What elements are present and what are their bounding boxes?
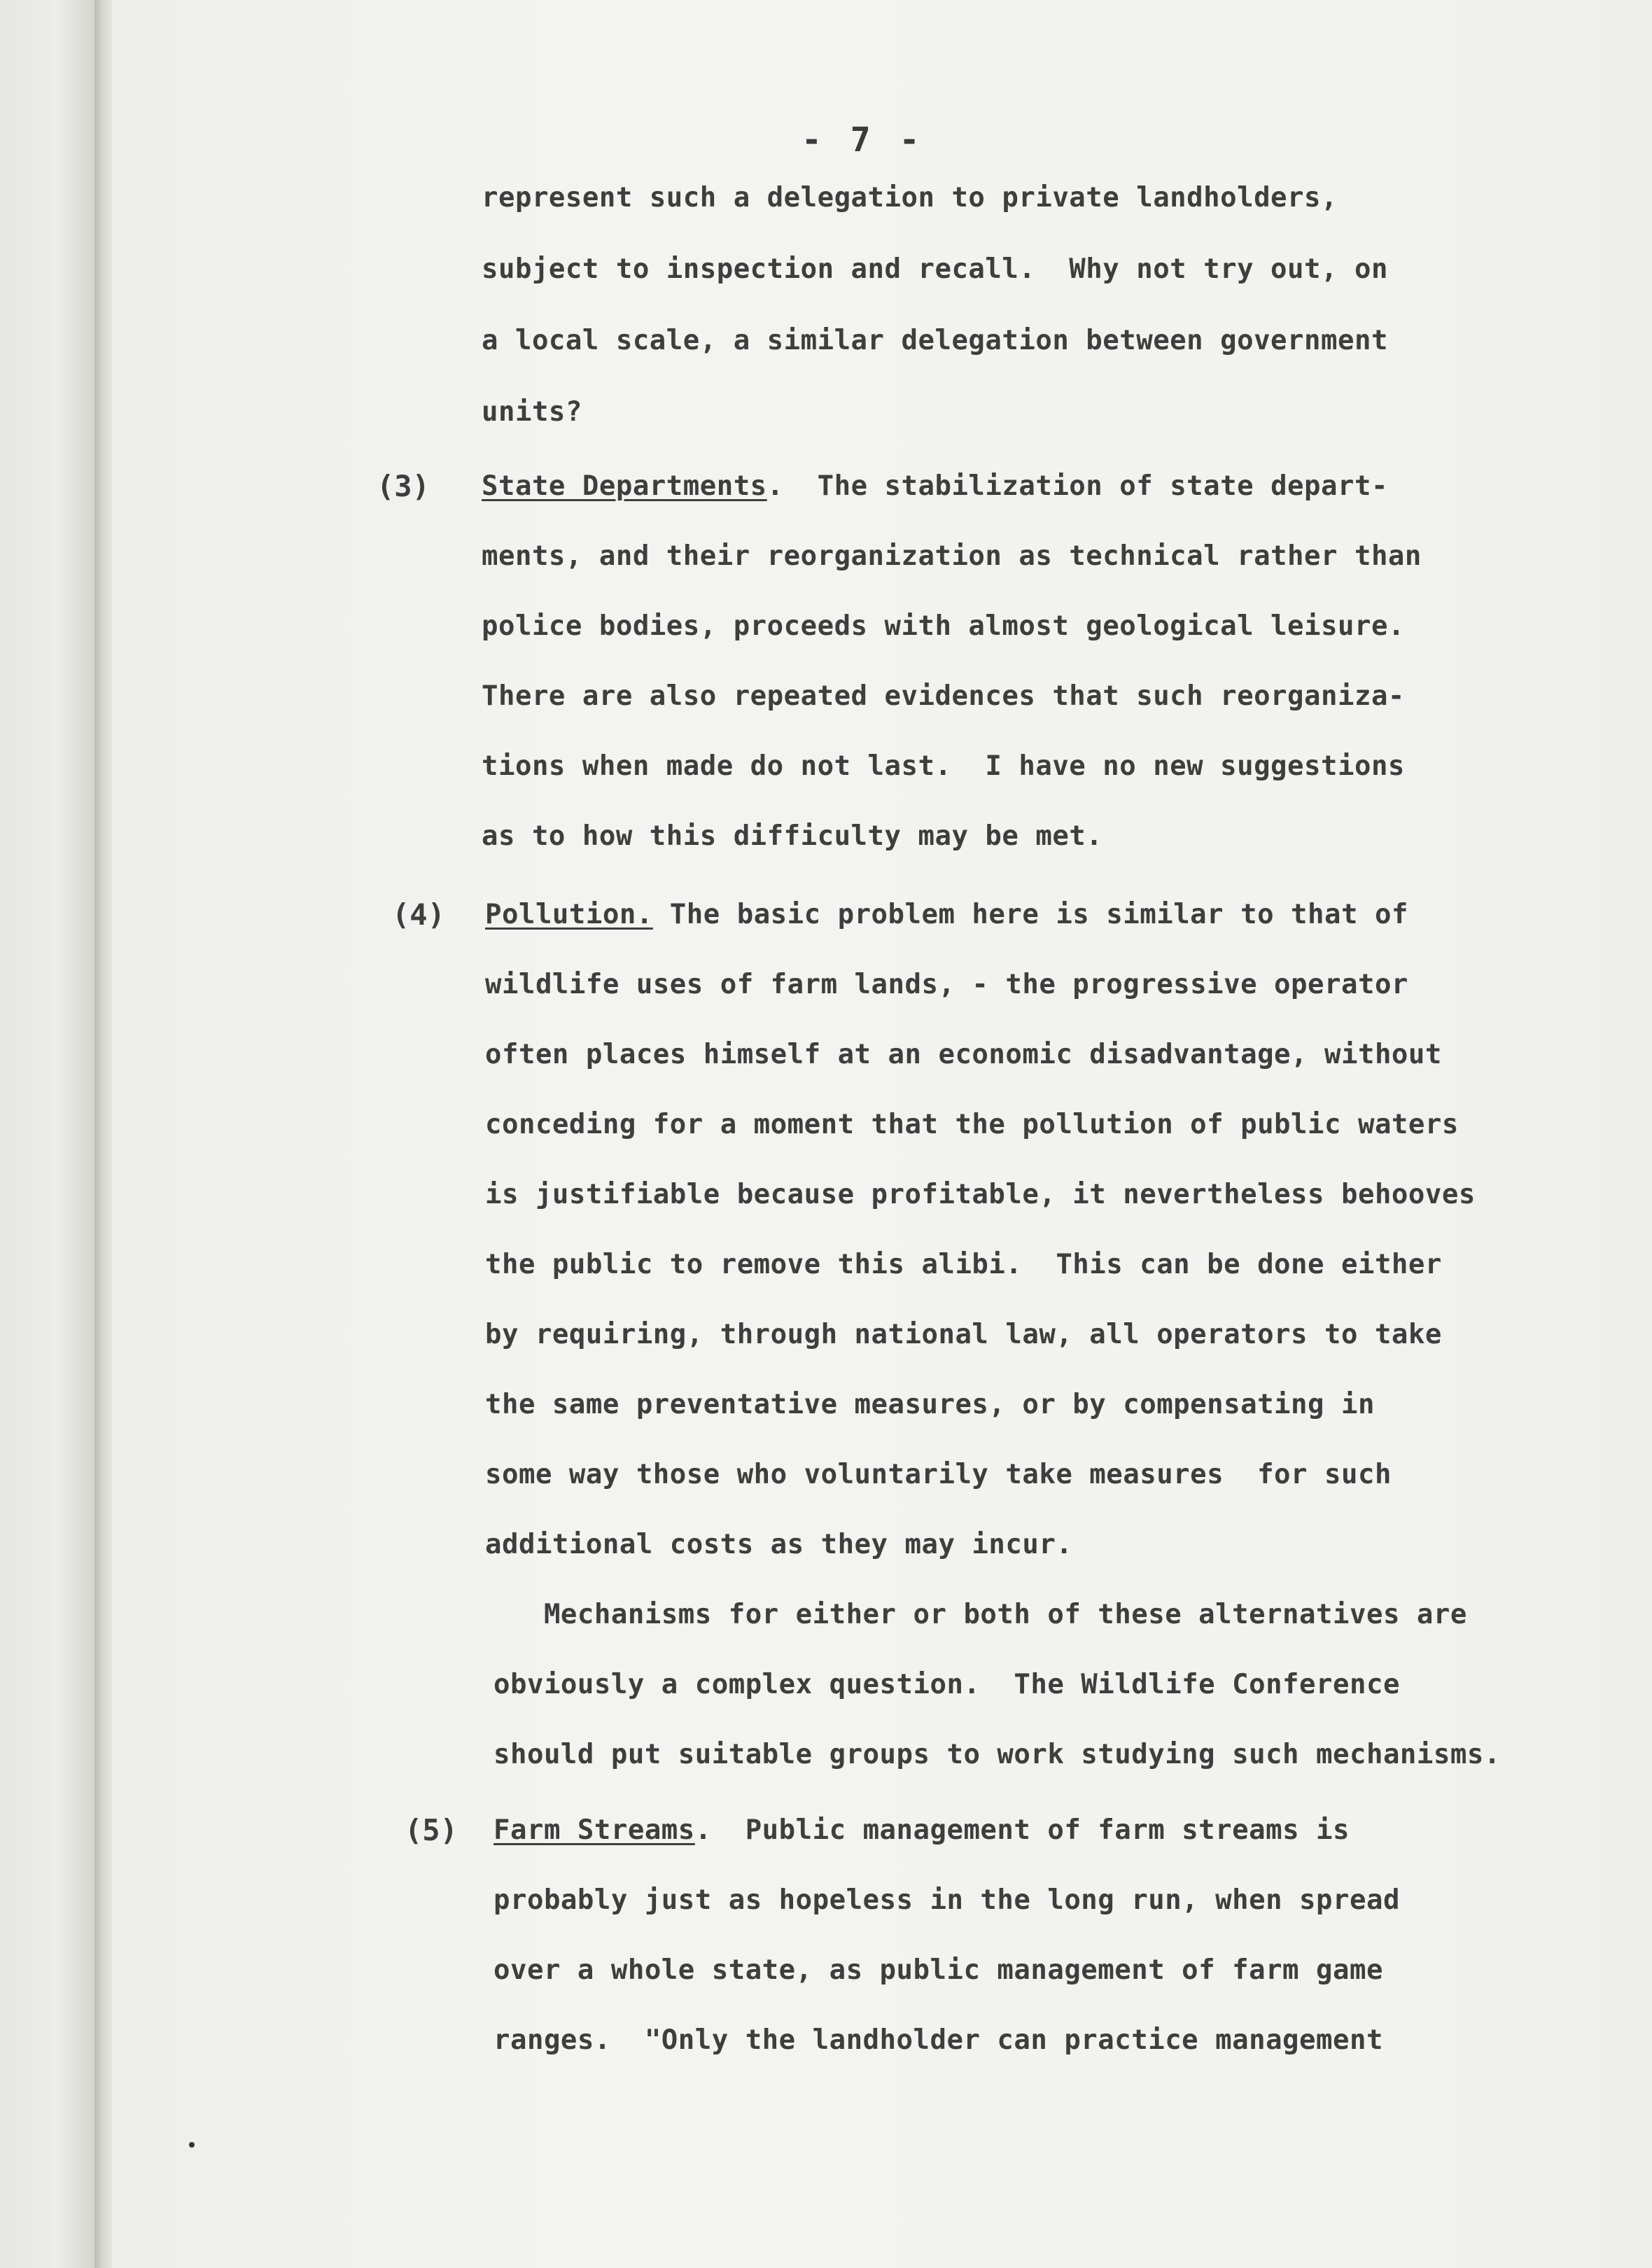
body-line: often places himself at an economic disadvantage, without [485,1039,1442,1070]
section-3-first-line-text: . The stabilization of state depart- [766,470,1388,502]
body-line: is justifiable because profitable, it nevertheless behooves [485,1179,1476,1210]
body-line: some way those who voluntarily take measures for such [485,1459,1392,1490]
section-5-first-line [493,1813,1350,1848]
body-line: as to how this difficulty may be met. [482,820,1103,852]
document-page [112,0,1652,2268]
body-line: the public to remove this alibi. This can be done either [485,1249,1442,1280]
facing-page-edge [0,0,105,2268]
body-line: by requiring, through national law, all operators to take [485,1319,1442,1350]
section-marker-3: (3) [377,469,430,503]
body-line: subject to inspection and recall. Why not try out, on [482,253,1388,285]
body-line: wildlife uses of farm lands, - the progressive operator [485,969,1408,1000]
body-line: should put suitable groups to work studying such mechanisms. [493,1739,1501,1770]
section-3-first-line [482,469,1388,504]
page-number: - 7 - [802,120,924,160]
body-line: tions when made do not last. I have no new suggestions [482,750,1405,782]
ink-dot [189,2142,195,2148]
body-line: over a whole state, as public management of farm game [493,1954,1383,1986]
body-line: ranges. "Only the landholder can practice management [493,2024,1383,2056]
section-4-heading: Pollution. [485,899,653,930]
body-line: a local scale, a similar delegation between government [482,325,1388,356]
section-4-first-line [485,897,1408,932]
body-line: Mechanisms for either or both of these alternatives are [493,1599,1467,1630]
body-line: conceding for a moment that the pollution of public waters [485,1109,1459,1140]
body-line: additional costs as they may incur. [485,1529,1073,1560]
section-4-first-line-text: The basic problem here is similar to that of [652,899,1408,930]
body-line: There are also repeated evidences that such reorganiza- [482,680,1405,712]
section-5-first-line-text: . Public management of farm streams is [694,1814,1350,1846]
body-line: probably just as hopeless in the long run, when spread [493,1884,1400,1916]
body-line: represent such a delegation to private landholders, [482,182,1338,214]
body-line: obviously a complex question. The Wildlife Conference [493,1669,1400,1700]
body-line: ments, and their reorganization as technical rather than [482,540,1422,572]
section-5-heading: Farm Streams [493,1814,695,1846]
section-3-heading: State Departments [482,470,767,502]
section-marker-5: (5) [405,1813,458,1847]
section-marker-4: (4) [392,897,445,932]
body-line: police bodies, proceeds with almost geological leisure. [482,610,1405,642]
body-line: the same preventative measures, or by compensating in [485,1389,1375,1420]
body-line: units? [482,396,582,428]
